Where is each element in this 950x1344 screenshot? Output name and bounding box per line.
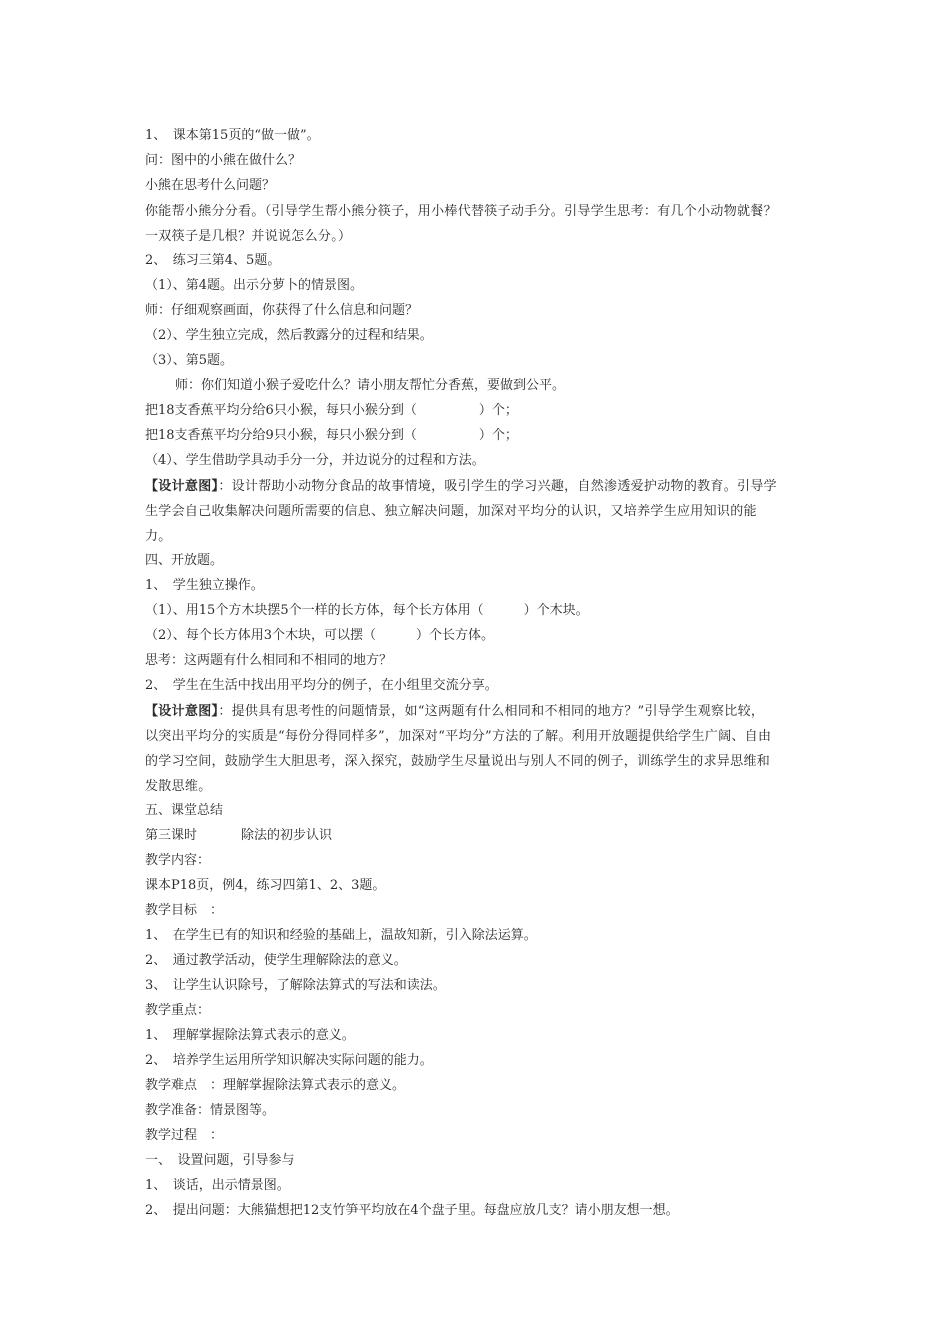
text-line: 教学准备：情景图等。 bbox=[145, 1103, 276, 1118]
text-line: 一、 设置问题，引导参与 bbox=[145, 1153, 295, 1168]
section-heading: 五、课堂总结 bbox=[145, 803, 224, 818]
text-line: 2、 提出问题：大熊猫想把12支竹笋平均放在4个盘子里。每盘应放几支？请小朋友想一想。 bbox=[145, 1203, 679, 1218]
question-text: 把18支香蕉平均分给6只小猴，每只小猴分到（ bbox=[145, 403, 417, 418]
design-intent-paragraph bbox=[145, 699, 777, 799]
text-line: 问：图中的小熊在做什么？ bbox=[145, 153, 302, 168]
answer-blank-suffix: ）个； bbox=[478, 428, 518, 443]
fill-in-line bbox=[145, 627, 494, 645]
design-intent-label: 【设计意图】 bbox=[145, 704, 219, 719]
fill-in-line bbox=[145, 402, 518, 420]
text-line: 2、 学生在生活中找出用平均分的例子，在小组里交流分享。 bbox=[145, 678, 498, 693]
answer-blank-suffix: ）个； bbox=[478, 403, 518, 418]
text-line: （2）、学生独立完成，然后教露分的过程和结果。 bbox=[145, 328, 433, 343]
text-line: 3、 让学生认识除号，了解除法算式的写法和读法。 bbox=[145, 978, 446, 993]
design-intent-label: 【设计意图】 bbox=[145, 479, 219, 494]
text-paragraph: 你能帮小熊分分看。（引导学生帮小熊分筷子，用小棒代替筷子动手分。引导学生思考：有几个小动物就餐？一双筷子是几根？并说说怎么分。） bbox=[145, 204, 777, 244]
design-intent-text: ：提供具有思考性的问题情景，如“这两题有什么相同和不相同的地方？”引导学生观察比较，以突出平均分的实质是“每份分得同样多”，加深对“平均分”方法的了解。利用开放题提供给学生广阔、自由的学习空间，鼓励学生大胆思考，深入探究，鼓励学生尽量说出与别人不同的例子，训练学生的求异思维和发散思维。 bbox=[145, 704, 772, 794]
text-line: 1、 在学生已有的知识和经验的基础上，温故知新，引入除法运算。 bbox=[145, 928, 537, 943]
text-line: 2、 培养学生运用所学知识解决实际问题的能力。 bbox=[145, 1053, 433, 1068]
text-line: 课本P18页，例4，练习四第1、2、3题。 bbox=[145, 878, 386, 893]
text-line: 2、 练习三第4、5题。 bbox=[145, 253, 281, 268]
section-heading: 四、开放题。 bbox=[145, 553, 224, 568]
answer-blank-suffix: ）个木块。 bbox=[523, 603, 589, 618]
fill-in-line bbox=[145, 602, 589, 620]
question-text: （2）、每个长方体用3个木块，可以摆（ bbox=[145, 628, 377, 643]
text-line: （3）、第5题。 bbox=[145, 353, 234, 368]
text-line: 教学难点 ：理解掌握除法算式表示的意义。 bbox=[145, 1078, 406, 1093]
design-intent-text: ：设计帮助小动物分食品的故事情境，吸引学生的学习兴趣，自然渗透爱护动物的教育。引导学生学会自己收集解决问题所需要的信息、独立解决问题，加深对平均分的认识，又培养学生应用知识的能力。 bbox=[145, 479, 777, 544]
design-intent-paragraph bbox=[145, 474, 777, 549]
question-text: （1）、用15个方木块摆5个一样的长方体，每个长方体用（ bbox=[145, 603, 484, 618]
text-line: 师：你们知道小猴子爱吃什么？请小朋友帮忙分香蕉，要做到公平。 bbox=[175, 378, 566, 393]
lesson-title: 除法的初步认识 bbox=[241, 828, 333, 843]
text-line: 1、 学生独立操作。 bbox=[145, 578, 264, 593]
text-line: 2、 通过教学活动，使学生理解除法的意义。 bbox=[145, 953, 407, 968]
text-line: 1、 理解掌握除法算式表示的意义。 bbox=[145, 1028, 355, 1043]
text-line: 小熊在思考什么问题？ bbox=[145, 178, 276, 193]
text-line: 1、 谈话，出示情景图。 bbox=[145, 1178, 290, 1193]
fill-in-line bbox=[145, 427, 518, 445]
text-line: 1、 课本第15页的“做一做”。 bbox=[145, 128, 320, 143]
text-line: 教学目标 ： bbox=[145, 903, 224, 918]
text-line: （1）、第4题。出示分萝卜的情景图。 bbox=[145, 278, 364, 293]
lesson-title-line bbox=[145, 827, 332, 845]
text-line: 教学过程 ： bbox=[145, 1128, 224, 1143]
text-line: 教学内容： bbox=[145, 853, 211, 868]
answer-blank-suffix: ）个长方体。 bbox=[416, 628, 495, 643]
text-line: 思考：这两题有什么相同和不相同的地方？ bbox=[145, 653, 393, 668]
question-text: 把18支香蕉平均分给9只小猴，每只小猴分到（ bbox=[145, 428, 417, 443]
text-line: （4）、学生借助学具动手分一分，并边说分的过程和方法。 bbox=[145, 453, 485, 468]
text-line: 师：仔细观察画面，你获得了什么信息和问题？ bbox=[145, 303, 419, 318]
text-line: 教学重点： bbox=[145, 1003, 211, 1018]
lesson-number: 第三课时 bbox=[145, 828, 198, 843]
